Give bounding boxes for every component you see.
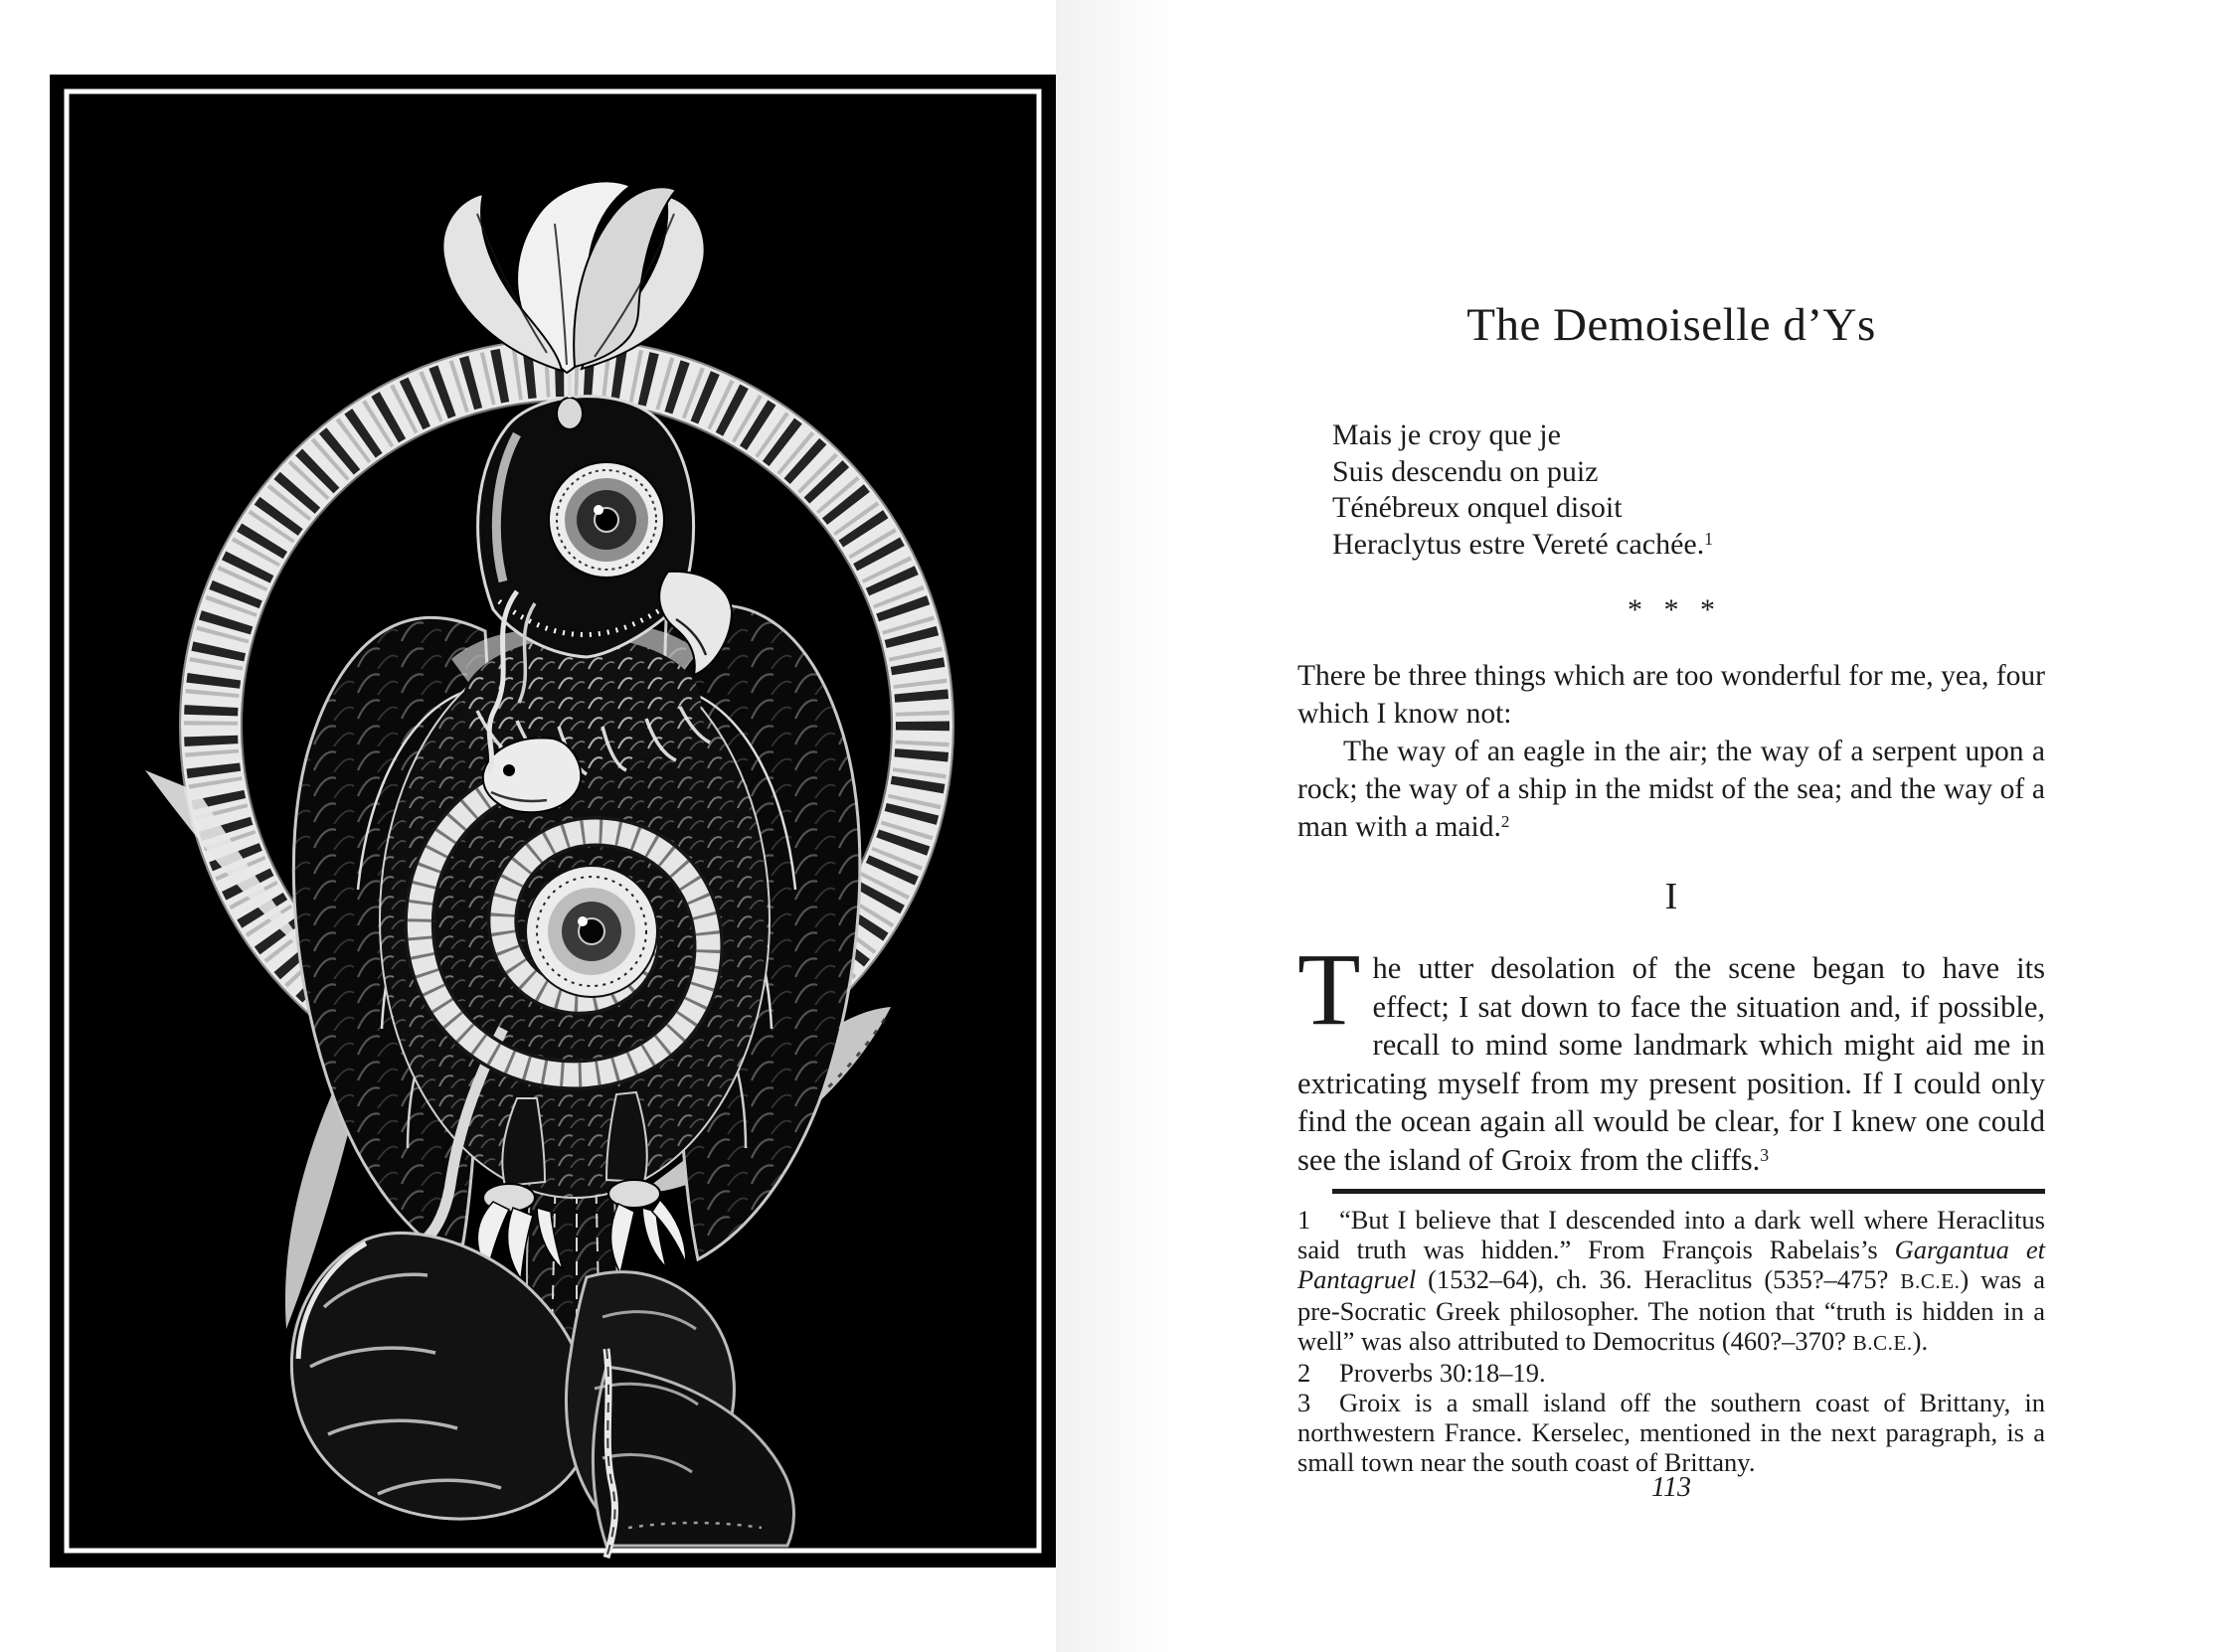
footnote-text: Groix is a small island off the southern coast of Brittany, in northwestern France. Kerselec, mentioned in the next paragraph, is a small town near the south coast of Brittany. — [1297, 1388, 2045, 1477]
epigraph-line: Heraclytus estre Vereté cachée.$^1$ — [1332, 527, 1713, 561]
footnote-text: Proverbs 30:18–19. — [1339, 1358, 1546, 1388]
footnotes — [1297, 1205, 2045, 1477]
scripture-quote — [1297, 657, 2045, 850]
drop-cap: T — [1297, 932, 1361, 1047]
footnote-number: 2 — [1297, 1358, 1311, 1388]
footnote-rule — [1332, 1189, 2045, 1194]
section-heading: I — [1664, 876, 1678, 917]
chapter-title: The Demoiselle d’Ys — [1466, 299, 1876, 351]
footnote-text: “But I believe that I descended into a dark well where Heraclitus said truth was hidden.” From François Rabelais’s Gargantua et Pantagruel (1532–64), ch. 36. Heraclitus (535?–475? B.C.E.) was a pre-Socratic Greek philosopher. The notion that “truth is hidden in a well” was also attributed to Democritus (460?–370? B.C.E.). — [1297, 1205, 2045, 1356]
falcon-illustration — [50, 75, 1056, 1568]
footnote-number: 1 — [1297, 1205, 1311, 1235]
footnote-number: 3 — [1297, 1388, 1311, 1417]
epigraph-line: Mais je croy que je — [1332, 418, 1561, 451]
section-separator: * * * — [1628, 593, 1715, 626]
epigraph-line: Ténébreux onquel disoit — [1332, 491, 1623, 524]
right-page — [1297, 0, 2045, 1652]
opening-paragraph — [1297, 932, 2045, 1183]
footnote-2 — [1297, 1358, 2045, 1388]
epigraph — [1332, 417, 1713, 566]
left-page-illustration-plate — [50, 75, 1056, 1568]
opening-paragraph-text: he utter desolation of the scene began to have its effect; I sat down to face the situation and, if possible, recall to mind some landmark which might aid me in extricating myself from my present position. If I could only find the ocean again all would be clear, for I knew one could see the island of Groix from the cliffs.$^3$ — [1297, 951, 2045, 1177]
footnote-3 — [1297, 1388, 2045, 1477]
page-gutter-shadow — [1056, 0, 1175, 1652]
epigraph-line: Suis descendu on puiz — [1332, 454, 1599, 488]
page-number: 113 — [1651, 1472, 1691, 1503]
quote-paragraph-1: There be three things which are too wonderful for me, yea, four which I know not: — [1297, 660, 2045, 730]
footnote-1 — [1297, 1205, 2045, 1358]
quote-paragraph-2: The way of an eagle in the air; the way of a serpent upon a rock; the way of a ship in the midst of the sea; and the way of a man with a maid.$^2$ — [1297, 736, 2045, 843]
